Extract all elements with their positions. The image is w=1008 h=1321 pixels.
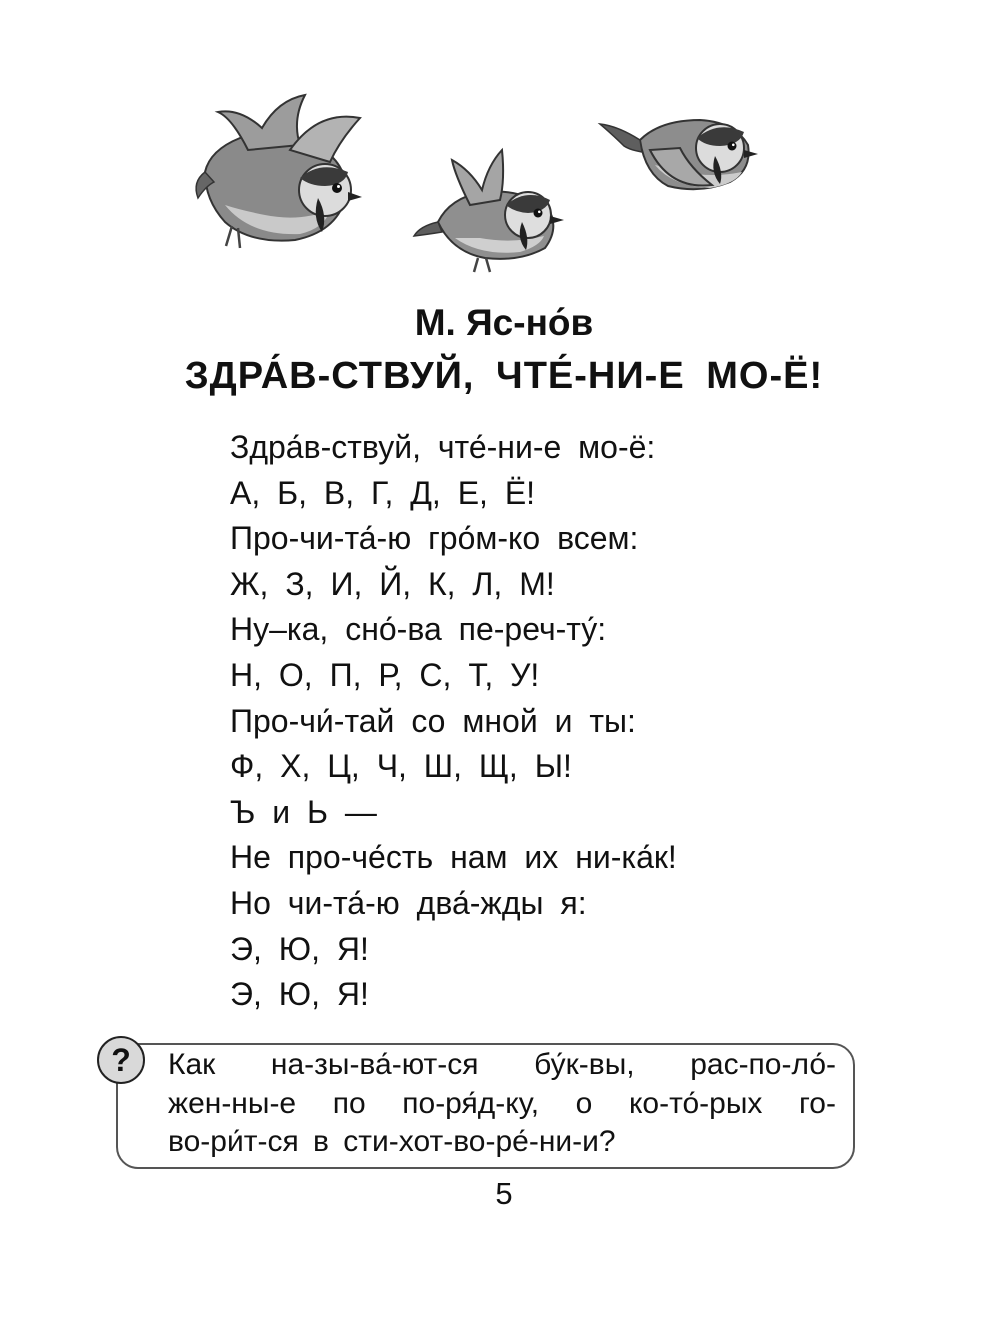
poem-line: Э, Ю, Я! — [230, 976, 369, 1013]
poem-line: А, Б, В, Г, Д, Е, Ё! — [230, 474, 536, 511]
author-name: М. Яс-но́в — [414, 302, 594, 343]
poem-line: Ъ и Ь — — [230, 793, 377, 830]
poem-line: Ну–ка, сно́-ва пе-реч-ту́: — [230, 611, 607, 648]
question-line: Как на-зы-ва́-ют-ся бу́к-вы, рас-по-ло́- — [168, 1048, 836, 1081]
question-text — [168, 1046, 836, 1162]
birds-illustration — [0, 0, 1008, 290]
poem-line: Не про-че́сть нам их ни-ка́к! — [230, 839, 677, 876]
question-mark-icon: ? — [97, 1036, 145, 1084]
bird-icon — [196, 95, 362, 248]
page-number: 5 — [495, 1176, 513, 1211]
poem-line: Ф, Х, Ц, Ч, Ш, Щ, Ы! — [230, 748, 572, 785]
poem-line: Э, Ю, Я! — [230, 930, 369, 967]
poem-line: Ж, З, И, Й, К, Л, М! — [230, 565, 555, 602]
poem-line: Про-чи-та́-ю гро́м-ко всем: — [230, 520, 639, 557]
poem-title: ЗДРА́В-СТВУЙ, ЧТЕ́-НИ-Е МО-Ё! — [184, 355, 824, 397]
poem-line: Но чи-та́-ю два́-жды я: — [230, 884, 587, 921]
poem-line: Здра́в-ствуй, чте́-ни-е мо-ё: — [230, 429, 656, 465]
poem-line: Про-чи́-тай со мной и ты: — [230, 702, 636, 739]
bird-icon — [600, 120, 758, 189]
bird-icon — [414, 150, 564, 272]
question-line: во-ри́т-ся в сти-хот-во-ре́-ни-и? — [168, 1125, 616, 1158]
question-line: жен-ны-е по по-ря́д-ку, о ко-то́-рых го- — [168, 1086, 836, 1120]
poem-line: Н, О, П, Р, С, Т, У! — [230, 656, 540, 693]
poem-body — [230, 425, 677, 1018]
